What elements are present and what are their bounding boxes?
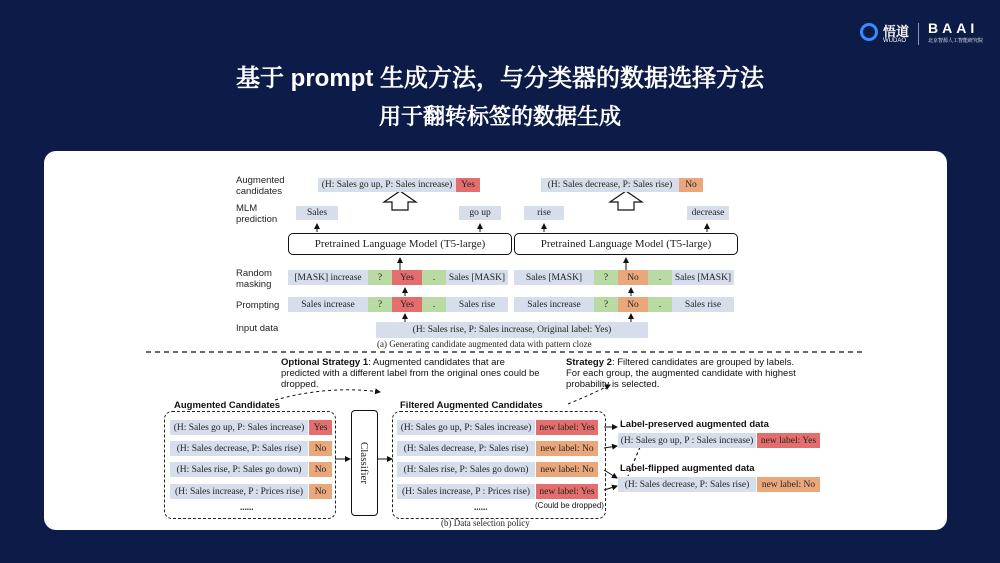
label-preserved-label: new label: Yes xyxy=(757,433,820,448)
mask-left-3: Yes xyxy=(392,270,422,285)
wudao-logo-en: WUDAO xyxy=(883,38,906,44)
mask-right-3: No xyxy=(618,270,648,285)
mlm-right-b: decrease xyxy=(687,206,729,220)
prompt-right-1: Sales increase xyxy=(514,297,594,312)
input-data-box: (H: Sales rise, P: Sales increase, Original label: Yes) xyxy=(376,322,648,338)
aug-item-3-text: (H: Sales rise, P: Sales go down) xyxy=(170,462,308,477)
filtered-item-2-text: (H: Sales decrease, P: Sales rise) xyxy=(397,441,535,456)
mlm-left-a: Sales xyxy=(296,206,338,220)
plm-box-left: Pretrained Language Model (T5-large) xyxy=(288,233,512,255)
filtered-item-4-text: (H: Sales increase, P : Prices rise) xyxy=(397,484,535,499)
augmented-candidate-right: (H: Sales decrease, P: Sales rise) xyxy=(541,178,679,192)
aug-ellipsis: ...... xyxy=(240,502,254,512)
prompt-right-5: Sales rise xyxy=(672,297,734,312)
optional-strategy-title: Optional Strategy 1 xyxy=(281,357,369,368)
slide-title: 基于 prompt 生成方法，与分类器的数据选择方法 xyxy=(236,65,764,92)
mask-right-4: . xyxy=(648,270,672,285)
mask-left-4: . xyxy=(422,270,446,285)
aug-item-1-text: (H: Sales go up, P: Sales increase) xyxy=(170,420,308,435)
hollow-arrow-right xyxy=(610,191,642,210)
augmented-label-right: No xyxy=(679,178,703,192)
augmented-candidates-title: Augmented Candidates xyxy=(174,400,281,411)
prompt-left-2: ? xyxy=(368,297,392,312)
mlm-right-a: rise xyxy=(524,206,564,220)
augmented-candidate-left: (H: Sales go up, P: Sales increase) xyxy=(318,178,456,192)
mask-right-2: ? xyxy=(594,270,618,285)
could-be-dropped-note: (Could be dropped) xyxy=(535,501,604,510)
wudao-logo-cn: 悟道 xyxy=(883,24,910,39)
mask-left-5: Sales [MASK] xyxy=(446,270,508,285)
prompt-right-2: ? xyxy=(594,297,618,312)
optional-strategy-note xyxy=(281,357,543,390)
aug-item-2-text: (H: Sales decrease, P: Sales rise) xyxy=(170,441,308,456)
filtered-ellipsis: ...... xyxy=(474,502,488,512)
label-preserved-title: Label-preserved augmented data xyxy=(620,419,769,430)
prompt-left-1: Sales increase xyxy=(288,297,368,312)
baai-logo-text: BAAI xyxy=(928,20,979,36)
label-prompting: Prompting xyxy=(236,300,280,311)
optional-strategy-text: : Augmented candidates that are predicted with a different label from the original ones could be dropped. xyxy=(281,357,540,390)
strategy2-text: : Filtered candidates are grouped by labels. For each group, the augmented candidate with highest probability is selected. xyxy=(566,357,796,390)
aug-item-4-text: (H: Sales increase, P : Prices rise) xyxy=(170,484,308,499)
aug-item-1-label: Yes xyxy=(309,420,332,435)
plm-box-right: Pretrained Language Model (T5-large) xyxy=(514,233,738,255)
caption-a: (a) Generating candidate augmented data with pattern cloze xyxy=(377,339,592,349)
label-flipped-label: new label: No xyxy=(757,477,820,492)
hollow-arrow-left xyxy=(384,191,416,210)
filtered-item-4-label: new label: Yes xyxy=(536,484,598,499)
label-preserved-text: (H: Sales go up, P : Sales increase) xyxy=(618,433,756,448)
filtered-candidates-title: Filtered Augmented Candidates xyxy=(400,400,543,411)
classifier-label: Classifier xyxy=(358,441,371,485)
mask-right-1: Sales [MASK] xyxy=(514,270,594,285)
caption-b: (b) Data selection policy xyxy=(441,518,530,528)
augmented-label-left: Yes xyxy=(456,178,480,192)
aug-item-3-label: No xyxy=(309,462,332,477)
aug-item-2-label: No xyxy=(309,441,332,456)
slide-subtitle: 用于翻转标签的数据生成 xyxy=(378,104,621,129)
label-augmented-candidates: Augmented candidates xyxy=(236,175,285,197)
prompt-right-4: . xyxy=(648,297,672,312)
strategy2-title: Strategy 2 xyxy=(566,357,612,368)
label-flipped-title: Label-flipped augmented data xyxy=(620,463,755,474)
prompt-left-5: Sales rise xyxy=(446,297,508,312)
mlm-left-b: go up xyxy=(459,206,501,220)
filtered-item-3-text: (H: Sales rise, P: Sales go down) xyxy=(397,462,535,477)
baai-logo-sub: 北京智源人工智能研究院 xyxy=(928,38,984,44)
mask-left-1: [MASK] increase xyxy=(288,270,368,285)
filtered-item-3-label: new label: No xyxy=(536,462,598,477)
label-flipped-text: (H: Sales decrease, P: Sales rise) xyxy=(618,477,756,492)
prompt-right-3: No xyxy=(618,297,648,312)
classifier-box xyxy=(351,410,378,516)
label-mlm-prediction: MLM prediction xyxy=(236,203,278,225)
filtered-item-1-text: (H: Sales go up, P: Sales increase) xyxy=(397,420,535,435)
mask-left-2: ? xyxy=(368,270,392,285)
mask-right-5: Sales [MASK] xyxy=(672,270,734,285)
aug-item-4-label: No xyxy=(309,484,332,499)
label-input-data: Input data xyxy=(236,323,279,334)
strategy2-note xyxy=(566,357,810,390)
filtered-item-1-label: new label: Yes xyxy=(536,420,598,435)
filtered-item-2-label: new label: No xyxy=(536,441,598,456)
prompt-left-3: Yes xyxy=(392,297,422,312)
label-random-masking: Random masking xyxy=(236,268,272,290)
prompt-left-4: . xyxy=(422,297,446,312)
